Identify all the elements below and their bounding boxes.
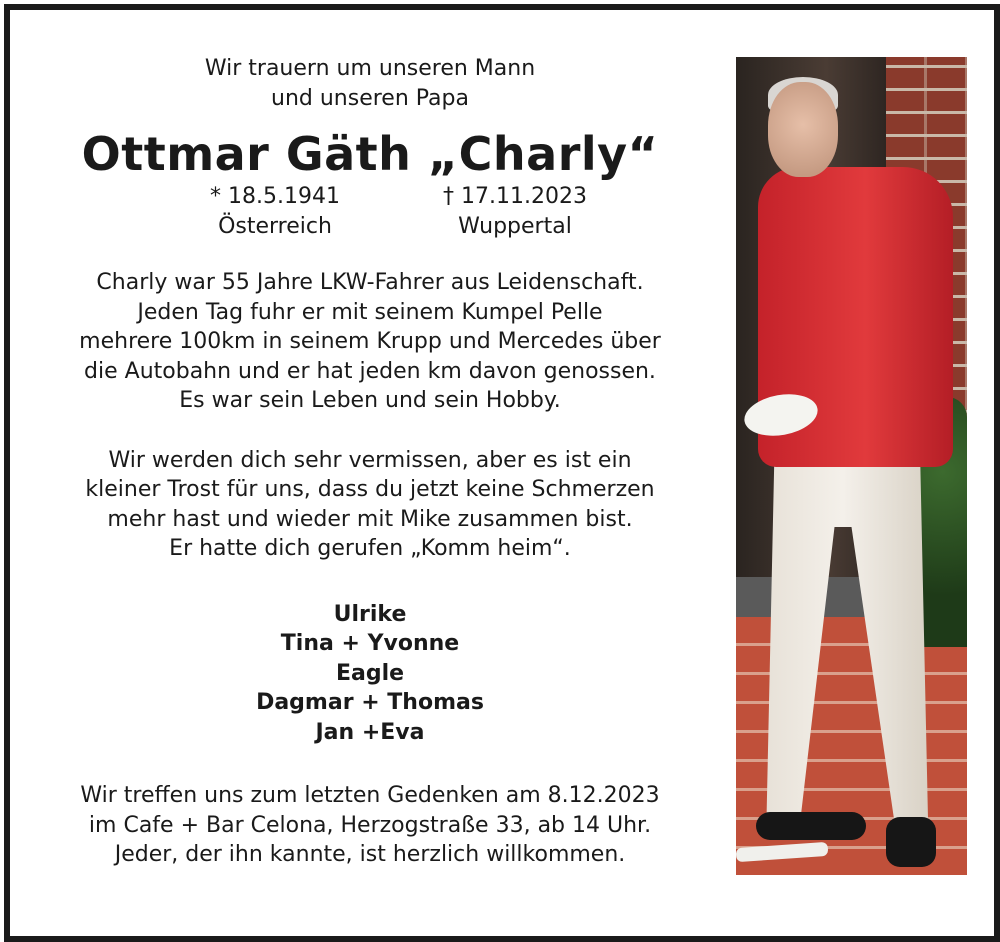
tribute-line: die Autobahn und er hat jeden km davon genossen. bbox=[84, 358, 656, 384]
mourner-name: Tina + Yvonne bbox=[280, 631, 460, 656]
farewell-paragraph bbox=[40, 446, 700, 564]
farewell-line: Er hatte dich gerufen „Komm heim“. bbox=[169, 536, 571, 561]
death-info bbox=[405, 182, 625, 242]
death-date: † 17.11.2023 bbox=[443, 184, 587, 209]
intro-line: und unseren Papa bbox=[271, 86, 469, 111]
tribute-line: Jeden Tag fuhr er mit seinem Kumpel Pelle bbox=[137, 299, 603, 325]
memorial-line: im Cafe + Bar Celona, Herzogstraße 33, ab 14 Uhr. bbox=[88, 812, 652, 838]
birth-info bbox=[165, 182, 385, 242]
mourner-name: Eagle bbox=[335, 660, 405, 686]
photo-shoe bbox=[756, 812, 866, 840]
portrait-photo bbox=[736, 57, 967, 875]
birth-date: * 18.5.1941 bbox=[210, 184, 340, 209]
farewell-line: Wir werden dich sehr vermissen, aber es ist ein bbox=[108, 447, 632, 473]
memorial-line: Wir treffen uns zum letzten Gedenken am 8.12.2023 bbox=[80, 783, 660, 808]
tribute-line: Es war sein Leben und sein Hobby. bbox=[179, 388, 561, 413]
intro-text bbox=[40, 54, 700, 114]
photo-face bbox=[768, 82, 838, 177]
intro-line: Wir trauern um unseren Mann bbox=[204, 56, 536, 81]
farewell-line: kleiner Trost für uns, dass du jetzt keine Schmerzen bbox=[85, 477, 655, 502]
mourner-name: Jan +Eva bbox=[315, 719, 425, 745]
tribute-line: mehrere 100km in seinem Krupp und Mercedes über bbox=[79, 329, 661, 354]
memorial-line: Jeder, der ihn kannte, ist herzlich willkommen. bbox=[114, 842, 626, 867]
mourner-name: Dagmar + Thomas bbox=[256, 690, 484, 715]
farewell-line: mehr hast und wieder mit Mike zusammen bist. bbox=[107, 506, 633, 532]
life-dates bbox=[40, 182, 700, 246]
tribute-line: Charly war 55 Jahre LKW-Fahrer aus Leidenschaft. bbox=[96, 270, 644, 295]
tribute-paragraph bbox=[40, 268, 700, 416]
mourners-list bbox=[40, 600, 700, 748]
deceased-name: Ottmar Gäth „Charly“ bbox=[81, 127, 659, 181]
death-place: Wuppertal bbox=[458, 214, 572, 239]
mourner-name: Ulrike bbox=[333, 601, 407, 627]
notice-text bbox=[40, 54, 700, 892]
birth-place: Österreich bbox=[218, 214, 332, 239]
memorial-details bbox=[40, 781, 700, 870]
photo-shoe bbox=[886, 817, 936, 867]
